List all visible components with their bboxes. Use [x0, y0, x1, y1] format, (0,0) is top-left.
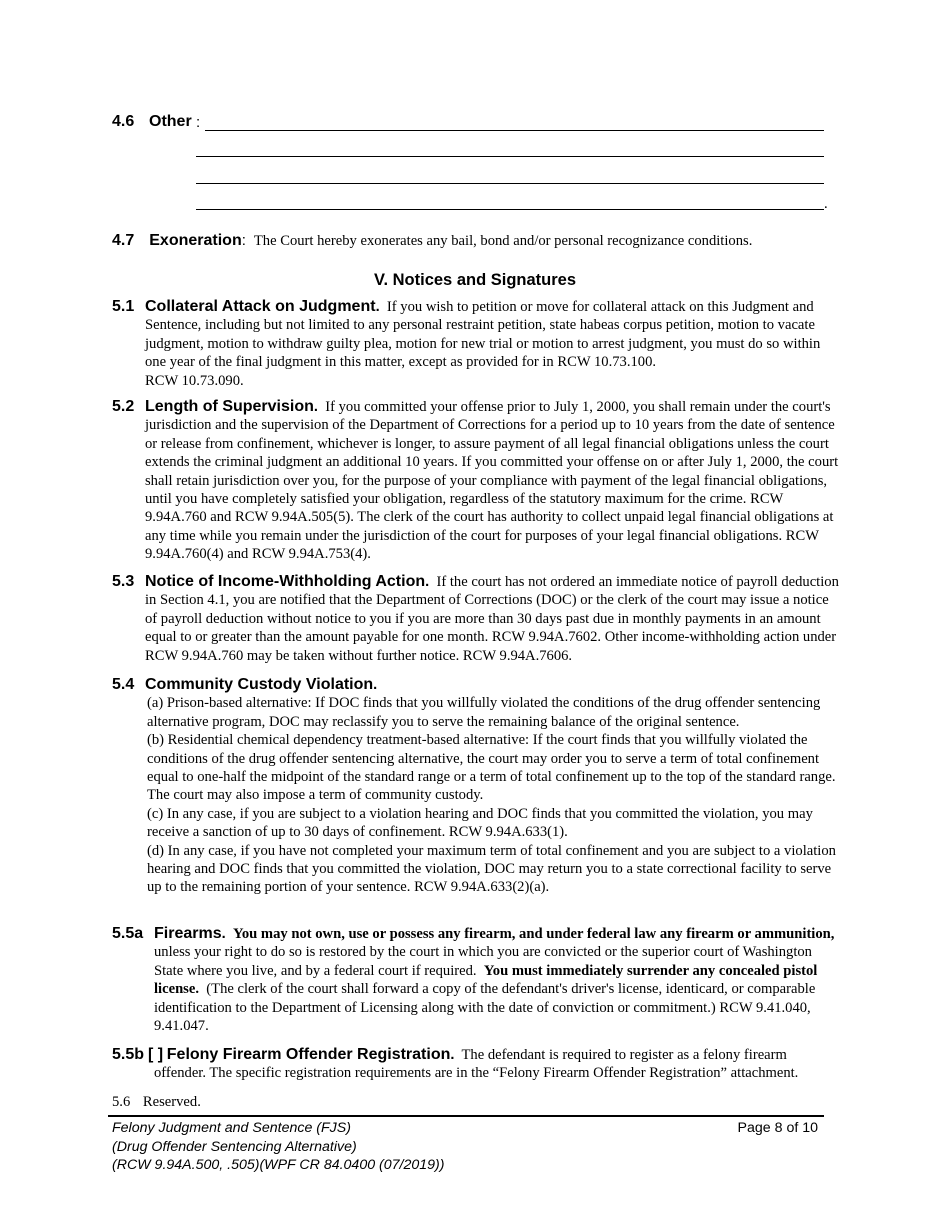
registration-checkbox[interactable]: [ ] — [148, 1046, 164, 1063]
footer-line-2: (Drug Offender Sentencing Alternative) — [112, 1138, 357, 1155]
section-title: Collateral Attack on Judgment — [145, 298, 376, 315]
section-text: The Court hereby exonerates any bail, bond and/or personal recognizance conditions. — [253, 233, 753, 249]
section-number: 5.2 — [112, 398, 135, 415]
title-colon: : — [196, 114, 201, 131]
section-v-heading: V. Notices and Signatures — [373, 271, 577, 289]
subsection-a: (a) Prison-based alternative: If DOC finds that you willfully violated the conditions of the drug offender sentencing alternative program, DOC may reclassify you to serve the remaining balance of the original sentence. — [147, 695, 821, 730]
section-5-6 — [112, 1093, 201, 1111]
section-text: Reserved. — [142, 1094, 201, 1110]
section-content: Community Custody Violation. (a) Prison-based alternative: If DOC finds that you willfully violated the conditions of the drug offender sentencing alternative program, DOC may reclassify you to serve the remaining balance of the original sentence. (b) Residential chemical dependency treatment-based alternative: If the court finds that you willfully violated the conditions of the drug offender sentencing alternative, the court may order you to serve a term of total confinement equal to one-half the midpoint of the standard range or a term of total confinement up to the top of the standard range. The court may also impose a term of community custody. (c) In any case, if you are subject to a violation hearing and DOC finds that you committed the violation, you may receive a sanction of up to 30 days of confinement. RCW 9.94A.633(1). (d) In any case, if you have not completed your maximum term of total confinement and you are subject to a violation hearing and DOC finds that you committed the violation, DOC may return you to a state correctional facility to serve up to the remaining portion of your sentence. RCW 9.94A.633(2)(a). — [145, 676, 842, 897]
section-4-7 — [112, 232, 872, 250]
title-colon: : — [241, 232, 246, 249]
section-number: 4.6 — [112, 113, 135, 130]
line-end-period: . — [824, 196, 828, 212]
section-content: Notice of Income-Withholding Action. If the court has not ordered an immediate notice of payroll deduction in Section 4.1, you are notified that the Department of Corrections (DOC) or the clerk of the court may issue a notice of payroll deduction without notice to you if you are more than 30 days past due in monthly payments in an amount equal to or greater than the amount payable for one month. RCW 9.94A.7602. Other income-withholding action under RCW 9.94A.760 may be taken without further notice. RCW 9.94A.7606. — [145, 573, 839, 664]
section-title: Exoneration — [149, 232, 242, 249]
other-input-line-1[interactable] — [205, 130, 824, 131]
section-title: Community Custody Violation — [145, 676, 374, 693]
section-content: Firearms. You may not own, use or possess any firearm, and under federal law any firearm or ammunition, unless your right to do so is restored by the court in which you are convicted or the superior court of Washington State where you live, and by a federal court if required. You must immediately surrender any concealed pistol license. (The clerk of the court shall forward a copy of the defendant's driver's license, identicard, or comparable identification to the Department of Licensing along with the date of conviction or commitment.) RCW 9.41.040, 9.41.047. — [154, 925, 835, 1035]
section-5-4 — [112, 676, 842, 897]
section-title: Felony Firearm Offender Registration — [166, 1046, 451, 1063]
section-text: If the court has not ordered an immediate notice of payroll deduction in Section 4.1, you are notified that the Department of Corrections (DOC) or the clerk of the court may issue a notice of payroll deduction without notice to you if you are more than 30 days past due in monthly payments in an amount equal to or greater than the amount payable for one month. RCW 9.94A.7602. Other income-withholding action under RCW 9.94A.760 may be taken without further notice. RCW 9.94A.7606. — [145, 574, 839, 664]
section-5-5a — [112, 925, 842, 1035]
section-number: 5.1 — [112, 298, 135, 315]
other-input-line-4[interactable] — [196, 209, 824, 210]
section-number: 5.4 — [112, 676, 135, 693]
subsection-d: (d) In any case, if you have not completed your maximum term of total confinement and you are subject to a violation hearing and DOC finds that you committed the violation, DOC may return you to a state correctional facility to serve up to the remaining portion of your sentence. RCW 9.94A.633(2)(a). — [147, 842, 836, 896]
section-5-2 — [112, 398, 842, 564]
footer-line-3: (RCW 9.94A.500, .505)(WPF CR 84.0400 (07/2019)) — [112, 1157, 445, 1173]
section-number: 5.3 — [112, 573, 135, 590]
section-5-3 — [112, 573, 842, 665]
section-text: The defendant is required to register as a felony firearm offender. The specific registration requirements are in the “Felony Firearm Offender Registration” attachment. — [154, 1047, 799, 1082]
other-input-line-3[interactable] — [196, 183, 824, 184]
section-number: 5.6 — [112, 1094, 131, 1110]
section-text: If you wish to petition or move for collateral attack on this Judgment and Sentence, including but not limited to any personal restraint petition, state habeas corpus petition, motion to vacate judgment, motion to withdraw guilty plea, motion for new trial or motion to arrest judgment, you must do so within one year of the final judgment in this matter, except as provided for in RCW 10.73.100. — [145, 299, 821, 371]
section-title: Other — [149, 113, 192, 130]
other-input-line-2[interactable] — [196, 156, 824, 157]
section-text: unless your right to do so is restored by the court in which you are convicted or the superior court of Washington State where you live, and by a federal court if required. — [154, 944, 812, 979]
section-number: 5.5b — [112, 1046, 145, 1063]
surrender-license-notice: You must immediately surrender any concealed pistol license. — [154, 962, 818, 998]
footer-form-info — [112, 1119, 672, 1175]
section-number: 4.7 — [112, 232, 135, 249]
section-title: Firearms — [154, 925, 222, 942]
section-text: If you committed your offense prior to July 1, 2000, you shall remain under the court's jurisdiction and the supervision of the Department of Corrections for a period up to 10 years from the date of sentence or release from confinement, whichever is longer, to assure payment of all legal financial obligations unless the court extends the criminal judgment an additional 10 years. If you committed your offense on or after July 1, 2000, the court shall retain jurisdiction over you, for the purpose of your compliance with payment of the legal financial obligations, until you have completely satisfied your obligation, regardless of the statutory maximum for the crime. RCW 9.94A.760 and RCW 9.94A.505(5). The clerk of the court has authority to collect unpaid legal financial obligations at any time while you remain under the jurisdiction of the court for purposes of your legal financial obligations. RCW 9.94A.760(4) and RCW 9.94A.753(4). — [145, 399, 839, 563]
section-content: Collateral Attack on Judgment. If you wish to petition or move for collateral attack on this Judgment and Sentence, including but not limited to any personal restraint petition, state habeas corpus petition, motion to vacate judgment, motion to withdraw guilty plea, motion for new trial or motion to arrest judgment, you must do so within one year of the final judgment in this matter, except as provided for in RCW 10.73.100. RCW 10.73.090. — [145, 298, 821, 389]
section-content: Length of Supervision. If you committed your offense prior to July 1, 2000, you shall remain under the court's jurisdiction and the supervision of the Department of Corrections for a period up to 10 years from the date of sentence or release from confinement, whichever is longer, to assure payment of all legal financial obligations unless the court extends the criminal judgment an additional 10 years. If you committed your offense on or after July 1, 2000, the court shall retain jurisdiction over you, for the purpose of your compliance with payment of the legal financial obligations, until you have completely satisfied your obligation, regardless of the statutory maximum for the crime. RCW 9.94A.760 and RCW 9.94A.505(5). The clerk of the court has authority to collect unpaid legal financial obligations at any time while you remain under the jurisdiction of the court for purposes of your legal financial obligations. RCW 9.94A.760(4) and RCW 9.94A.753(4). — [145, 398, 839, 563]
section-5-5b — [112, 1046, 842, 1083]
section-citation: RCW 10.73.090. — [145, 372, 244, 389]
section-5-1 — [112, 298, 842, 390]
section-content: [ ] Felony Firearm Offender Registration. The defendant is required to register as a felony firearm offender. The specific registration requirements are in the “Felony Firearm Offender Registration” attachment. — [148, 1046, 799, 1082]
firearm-prohibition: You may not own, use or possess any firearm, and under federal law any firearm or ammunition, — [232, 926, 835, 942]
footer-line-1: Felony Judgment and Sentence (FJS) — [112, 1120, 351, 1136]
subsection-b: (b) Residential chemical dependency treatment-based alternative: If the court finds that you willfully violated the conditions of the drug offender sentencing alternative, the court may order you to serve a term of total confinement equal to one-half the midpoint of the standard range or a term of total confinement up to the top of the standard range. The court may also impose a term of community custody. — [147, 732, 836, 804]
section-4-6 — [112, 113, 842, 213]
subsection-c: (c) In any case, if you are subject to a violation hearing and DOC finds that you committed the violation, you may receive a sanction of up to 30 days of confinement. RCW 9.94A.633(1). — [147, 805, 813, 841]
section-text-2: (The clerk of the court shall forward a copy of the defendant's driver's license, identicard, or comparable identification to the Department of Licensing along with the date of conviction or commitment.) RCW 9.41.040, 9.41.047. — [154, 981, 816, 1035]
footer-rule — [108, 1115, 824, 1117]
section-title: Length of Supervision — [145, 398, 314, 415]
page-number: Page 8 of 10 — [737, 1120, 818, 1136]
section-title: Notice of Income-Withholding Action — [145, 573, 426, 590]
section-number: 5.5a — [112, 925, 144, 942]
